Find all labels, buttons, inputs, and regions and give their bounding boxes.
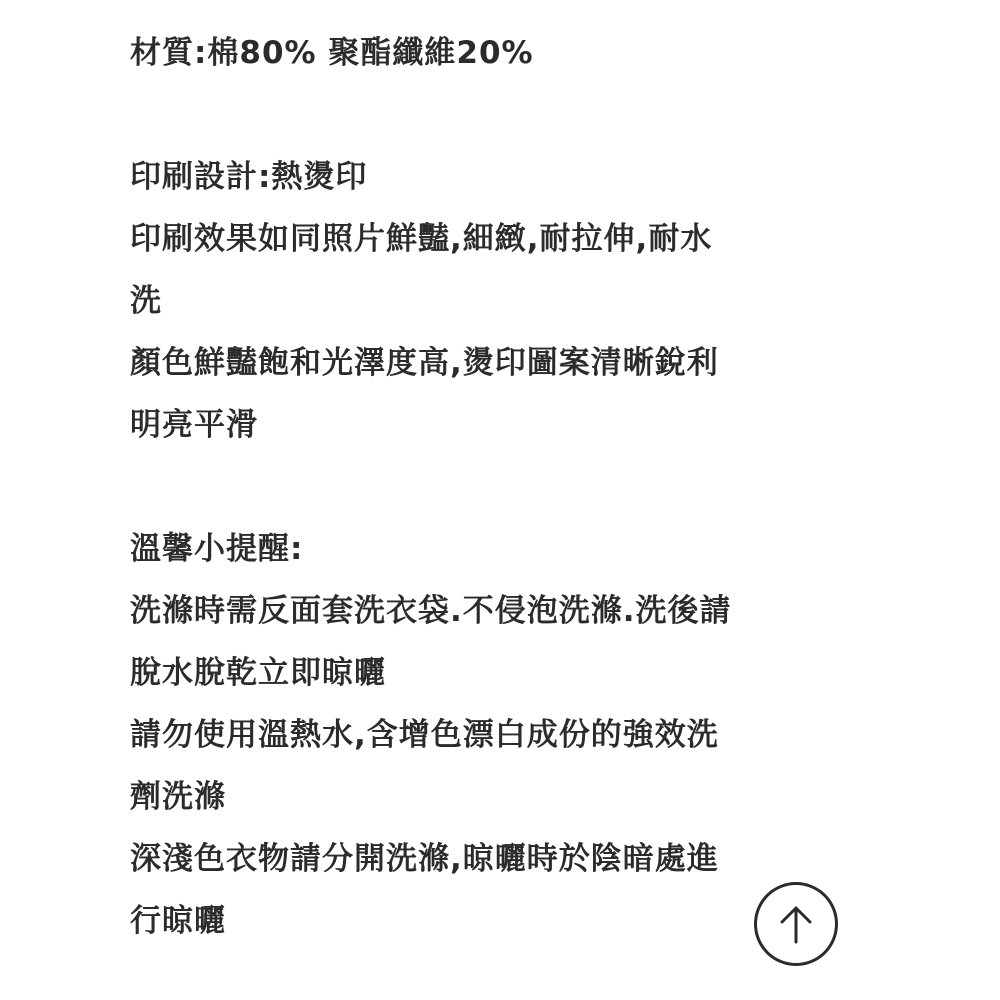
product-description — [130, 22, 870, 952]
care-heading: 溫馨小提醒: — [130, 531, 304, 567]
scroll-to-top-button[interactable] — [754, 882, 838, 966]
spacer — [130, 456, 870, 518]
print-design-heading: 印刷設計:熱燙印 — [130, 159, 368, 195]
print-effect-line: 印刷效果如同照片鮮豔,細緻,耐拉伸,耐水 — [130, 221, 713, 257]
arrow-up-icon — [776, 902, 816, 946]
print-effect-line-cont: 洗 — [130, 283, 162, 319]
material-line: 材質:棉80% 聚酯纖維20% — [130, 35, 534, 71]
care-water-line: 請勿使用溫熱水,含增色漂白成份的強效洗 — [130, 717, 719, 753]
care-water-line-cont: 劑洗滌 — [130, 779, 226, 815]
care-wash-line: 洗滌時需反面套洗衣袋.不侵泡洗滌.洗後請 — [130, 593, 732, 629]
spacer — [130, 84, 870, 146]
care-separate-line: 深淺色衣物請分開洗滌,晾曬時於陰暗處進 — [130, 841, 719, 877]
care-separate-line-cont: 行晾曬 — [130, 903, 226, 939]
color-line: 顏色鮮豔飽和光澤度高,燙印圖案清晰銳利 — [130, 345, 719, 381]
care-wash-line-cont: 脫水脫乾立即晾曬 — [130, 655, 386, 691]
color-line-cont: 明亮平滑 — [130, 407, 258, 443]
